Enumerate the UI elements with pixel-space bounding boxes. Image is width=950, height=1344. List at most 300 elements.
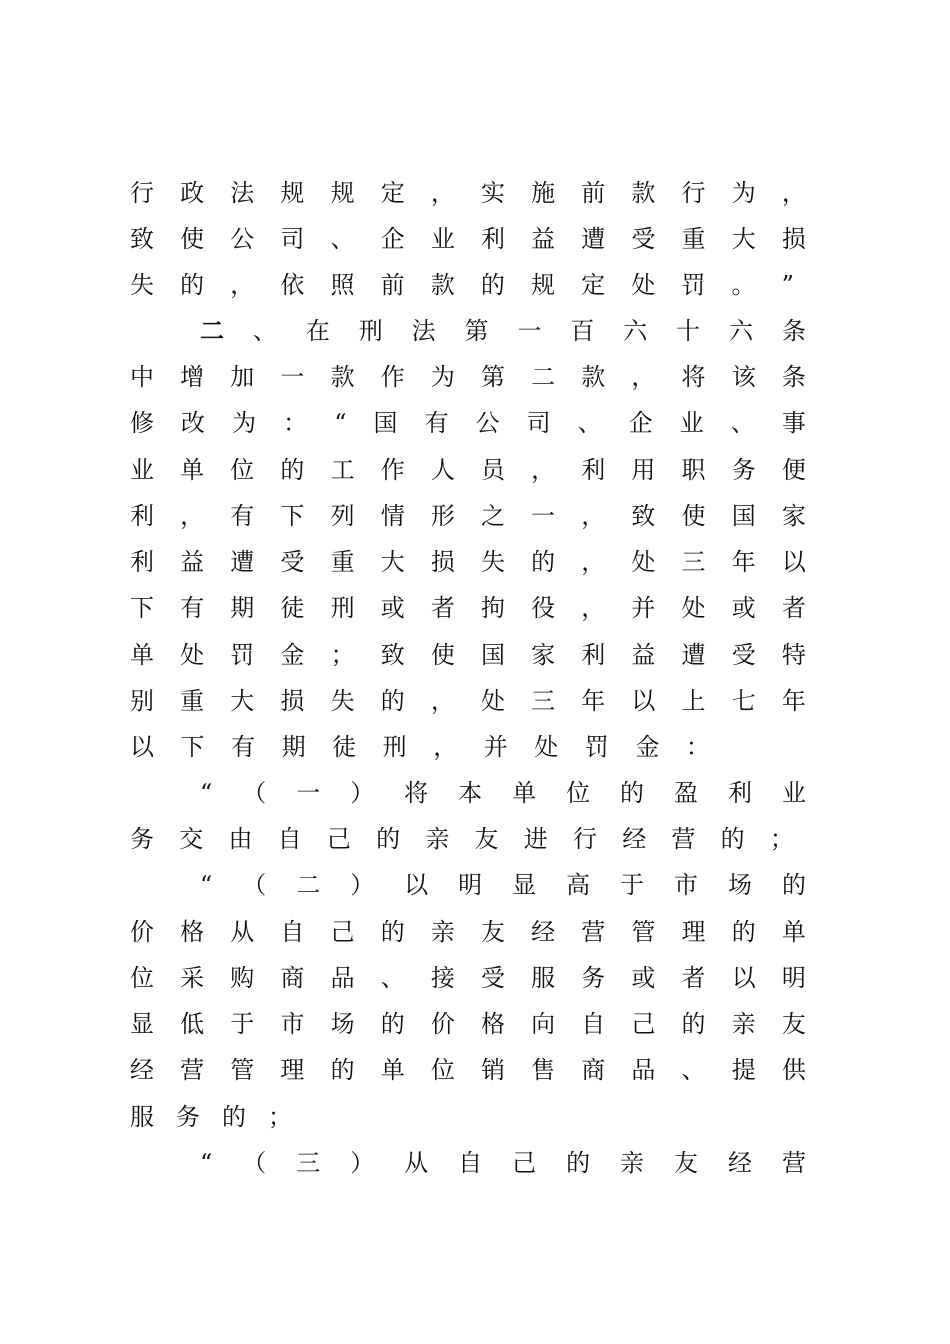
text-char: 进 [523,825,548,853]
text-char: 百 [570,317,595,345]
text-char: 人 [430,456,455,484]
text-line [130,917,806,947]
text-char: 法 [230,179,255,207]
text-char: 的 [531,548,556,576]
text-char: （ [242,779,267,807]
text-char: 处 [631,271,656,299]
text-line [130,640,806,670]
text-char: 或 [380,594,405,622]
text-char: 增 [180,363,205,391]
text-char: 大 [731,225,756,253]
text-char: 单 [512,779,537,807]
text-char: 利 [727,779,752,807]
text-char: 明 [781,964,806,992]
text-char: 条 [781,317,806,345]
text-char: 第 [480,363,505,391]
text-line [130,593,806,623]
text-line [130,732,710,762]
text-char: 市 [674,871,698,899]
text-char: 利 [130,502,154,530]
text-char: 用 [631,456,656,484]
text-char: 徒 [280,594,305,622]
text-char: 罚 [230,641,255,669]
text-char: 由 [228,825,253,853]
text-char: 拘 [480,594,505,622]
text-char: 企 [380,225,405,253]
text-char: 于 [230,1010,255,1038]
text-char: 国 [731,502,756,530]
text-char: 企 [628,409,653,437]
text-char: 司 [526,409,551,437]
text-char: 规 [280,179,305,207]
text-char: 者 [681,964,706,992]
text-char: 职 [681,456,706,484]
text-char: 业 [130,456,154,484]
text-char: 受 [280,548,305,576]
text-char: 的 [380,1010,405,1038]
text-char: 的 [681,1010,706,1038]
text-char: 处 [631,548,656,576]
text-char: 六 [729,317,754,345]
text-char: “ [200,1149,213,1177]
text-char: 刑 [330,594,355,622]
text-char: 损 [280,687,305,715]
text-char: 处 [180,641,205,669]
text-char: 友 [674,1149,698,1177]
text-char: 场 [330,1010,355,1038]
text-char: 自 [458,1149,483,1177]
text-char: 规 [330,179,355,207]
text-char: 的 [480,271,505,299]
text-char: 的 [280,456,305,484]
text-char: 、 [252,317,277,345]
text-char: 并 [631,594,656,622]
text-char: 特 [781,641,806,669]
text-char: 品 [330,964,355,992]
text-char: 经 [531,918,556,946]
text-char: 刑 [382,733,407,761]
text-char: 的 [380,918,405,946]
text-char: 位 [130,964,154,992]
text-char: 的 [180,271,205,299]
text-char: 款 [430,271,455,299]
text-char: 规 [531,271,555,299]
text-char: 向 [531,1010,556,1038]
text-char: 下 [180,733,205,761]
text-line [130,963,806,993]
text-char: 己 [326,825,351,853]
text-char: ， [581,548,606,576]
text-char: 位 [566,779,591,807]
text-char: 作 [380,363,405,391]
text-char: 依 [280,271,305,299]
text-char: 使 [681,502,706,530]
text-char: 二 [200,316,224,345]
text-char: 提 [731,1056,756,1084]
text-char: 罚 [584,733,609,761]
text-char: 三 [531,687,556,715]
text-char: 从 [230,918,255,946]
text-char: 格 [480,1010,505,1038]
text-char: 位 [230,456,255,484]
text-char: 自 [581,1010,606,1038]
text-char: “ [200,779,213,807]
text-line [130,686,806,716]
text-line [200,778,806,808]
text-char: 有 [230,502,255,530]
text-line [130,1055,806,1085]
text-char: 金 [280,641,305,669]
text-char: 七 [731,687,756,715]
text-char: ， [531,456,556,484]
text-char: 有 [231,733,256,761]
text-char: 罚 [681,271,706,299]
text-char: 、 [380,964,405,992]
text-char: 为 [232,409,257,437]
text-char: 、 [730,409,755,437]
text-char: 从 [404,1149,429,1177]
text-char: 处 [480,687,505,715]
text-char: 失 [330,687,355,715]
text-char: 务 [130,825,154,853]
text-char: 改 [181,409,206,437]
text-char: 年 [781,687,806,715]
text-char: 交 [179,825,204,853]
text-char: 友 [480,918,505,946]
text-char: 商 [280,964,305,992]
text-char: 单 [130,641,154,669]
text-char: 营 [781,1149,806,1177]
text-char: 致 [631,502,656,530]
text-char: 有 [180,594,205,622]
text-char: 理 [280,1056,305,1084]
text-char: 役 [531,594,556,622]
text-line [130,362,806,392]
text-char: 利 [581,456,606,484]
text-char: 营 [180,1056,205,1084]
text-char: 己 [330,918,355,946]
text-char: 损 [781,225,806,253]
text-char: 本 [458,779,483,807]
text-char: 接 [430,964,455,992]
text-char: ， [581,502,606,530]
text-char: 亲 [430,918,455,946]
text-char: 重 [330,548,355,576]
text-char: 、 [681,1056,706,1084]
text-char: 将 [681,363,706,391]
text-char: 益 [180,548,205,576]
text-char: 己 [631,1010,656,1038]
text-char: 一 [280,363,305,391]
text-char: 务 [176,1103,200,1131]
text-char: 期 [281,733,306,761]
text-char: 者 [430,594,455,622]
text-char: 三 [296,1149,321,1177]
text-char: 一 [296,779,321,807]
text-char: 行 [130,179,154,207]
text-line [130,1102,292,1132]
text-char: 遭 [681,641,706,669]
text-char: ， [581,594,606,622]
text-char: ： [283,409,308,437]
text-char: 受 [480,964,505,992]
text-char: 盈 [674,779,698,807]
text-char: 供 [781,1056,806,1084]
text-char: 使 [430,641,455,669]
text-char: 显 [130,1010,154,1038]
text-char: 行 [572,825,597,853]
text-char: 者 [781,594,806,622]
text-char: 金 [635,733,660,761]
text-char: 受 [631,225,656,253]
text-char: 在 [305,317,330,345]
text-char: ， [781,179,806,207]
text-char: 失 [480,548,505,576]
text-char: ） [350,1149,375,1177]
text-char: 六 [623,317,648,345]
text-char: 期 [230,594,255,622]
text-line [130,547,806,577]
text-char: ； [330,641,355,669]
text-char: 司 [280,225,305,253]
text-char: 国 [480,641,505,669]
text-char: 家 [531,641,556,669]
text-char: “ [200,871,213,899]
text-char: 列 [330,502,355,530]
text-char: 经 [727,1149,752,1177]
text-char: 二 [531,363,556,391]
text-char: （ [242,1149,267,1177]
text-char: 营 [671,825,696,853]
text-char: 遭 [230,548,255,576]
text-char: 第 [464,317,489,345]
text-char: 场 [727,871,752,899]
text-char: 行 [681,179,706,207]
text-char: 形 [430,502,455,530]
text-char: 款 [330,363,355,391]
text-char: 为 [430,363,455,391]
text-char: 有 [424,409,449,437]
text-line [130,178,806,208]
text-char: 业 [679,409,704,437]
text-char: 单 [781,918,806,946]
text-char: 高 [566,871,591,899]
text-char: ， [631,363,656,391]
text-char: 、 [577,409,602,437]
text-char: 二 [296,871,321,899]
text-char: 采 [180,964,205,992]
text-char: 市 [280,1010,305,1038]
text-char: 款 [581,363,606,391]
text-char: 公 [475,409,500,437]
text-char: 受 [731,641,756,669]
text-char: 经 [622,825,647,853]
text-char: 购 [230,964,255,992]
text-char: 一 [531,502,556,530]
text-line [200,870,806,900]
text-char: 一 [517,317,542,345]
text-char: ） [350,779,375,807]
text-char: 年 [731,548,756,576]
text-char: 以 [731,964,756,992]
text-char: 法 [411,317,436,345]
text-char: 三 [681,548,706,576]
text-char: 并 [483,733,508,761]
text-char: “ [334,409,347,437]
text-char: 经 [130,1056,154,1084]
text-char: 国 [373,409,398,437]
text-char: 重 [681,225,706,253]
text-char: 事 [781,409,806,437]
text-char: 亲 [731,1010,756,1038]
text-char: 服 [531,964,556,992]
text-char: 管 [631,918,656,946]
text-char: 益 [531,225,556,253]
text-char: 的 [731,918,756,946]
text-char: 自 [277,825,302,853]
text-char: 显 [512,871,537,899]
text-char: 定 [581,271,606,299]
text-char: 单 [180,456,205,484]
text-char: ， [430,179,455,207]
text-char: 前 [380,271,405,299]
text-char: 的 [720,825,745,853]
text-char: 理 [681,918,706,946]
text-char: 定 [380,179,405,207]
text-char: 前 [581,179,606,207]
text-char: 为 [731,179,756,207]
text-line [130,1009,806,1039]
text-char: 友 [474,825,499,853]
text-char: 之 [480,502,505,530]
text-char: 加 [230,363,255,391]
text-char: 该 [731,363,756,391]
text-char: 公 [230,225,255,253]
text-char: 商 [581,1056,606,1084]
text-char: 大 [380,548,405,576]
text-line [130,224,806,254]
text-char: 别 [130,687,154,715]
text-char: 处 [534,733,559,761]
text-char: 或 [631,964,656,992]
text-char: 利 [581,641,606,669]
text-char: 销 [480,1056,505,1084]
text-char: 的 [376,825,401,853]
text-char: ， [180,502,205,530]
text-char: 损 [430,548,455,576]
text-char: （ [242,871,267,899]
text-char: 营 [581,918,606,946]
text-char: 于 [620,871,645,899]
text-char: 十 [676,317,701,345]
text-char: 中 [130,363,154,391]
text-char: 使 [180,225,205,253]
text-char: 自 [280,918,305,946]
text-char: ， [430,687,455,715]
text-char: 明 [458,871,483,899]
text-char: 下 [280,502,305,530]
text-char: 实 [480,179,505,207]
text-char: ） [350,871,375,899]
text-line [130,455,806,485]
text-char: 以 [631,687,656,715]
text-char: 将 [404,779,429,807]
text-line [130,824,794,854]
text-char: 业 [430,225,455,253]
text-char: 遭 [581,225,606,253]
text-line [200,1148,806,1178]
text-line [130,501,806,531]
text-char: ； [268,1103,292,1131]
text-char: 亲 [425,825,450,853]
text-char: 的 [330,1056,355,1084]
text-char: 作 [380,456,405,484]
text-char: 格 [180,918,205,946]
text-char: 以 [404,871,429,899]
text-char: 刑 [358,317,383,345]
text-char: 年 [581,687,606,715]
text-char: ， [230,271,255,299]
text-line [130,270,794,300]
text-char: 条 [781,363,806,391]
text-char: 。 [731,271,756,299]
text-char: 利 [130,548,154,576]
text-char: 照 [330,271,355,299]
text-char: 款 [631,179,656,207]
text-char: 施 [531,179,556,207]
text-char: 以 [130,733,154,761]
text-char: 服 [130,1103,154,1131]
text-char: ， [433,733,458,761]
text-char: 员 [480,456,505,484]
text-char: 品 [631,1056,656,1084]
text-char: 的 [380,687,405,715]
text-char: 大 [230,687,255,715]
text-char: ” [781,271,794,299]
text-char: 下 [130,594,154,622]
text-char: 的 [566,1149,591,1177]
text-char: 益 [631,641,656,669]
text-char: 情 [380,502,405,530]
text-char: 致 [380,641,405,669]
text-char: 单 [380,1056,405,1084]
text-char: 或 [731,594,756,622]
text-char: 价 [430,1010,455,1038]
text-char: 家 [781,502,806,530]
text-char: 的 [781,871,806,899]
text-char: 价 [130,918,154,946]
text-char: 务 [731,456,756,484]
text-char: 售 [531,1056,556,1084]
text-char: 业 [781,779,806,807]
text-char: 低 [180,1010,205,1038]
text-char: ： [685,733,710,761]
text-char: 上 [681,687,706,715]
text-char: 以 [781,548,806,576]
text-char: 的 [222,1103,246,1131]
text-char: 亲 [620,1149,645,1177]
text-char: ； [769,825,794,853]
text-line [130,408,806,438]
text-char: 修 [130,409,154,437]
text-char: 管 [230,1056,255,1084]
text-line [200,316,806,346]
text-char: 、 [330,225,355,253]
text-char: 政 [180,179,205,207]
text-char: 工 [330,456,355,484]
text-char: 务 [581,964,606,992]
text-char: 重 [180,687,205,715]
